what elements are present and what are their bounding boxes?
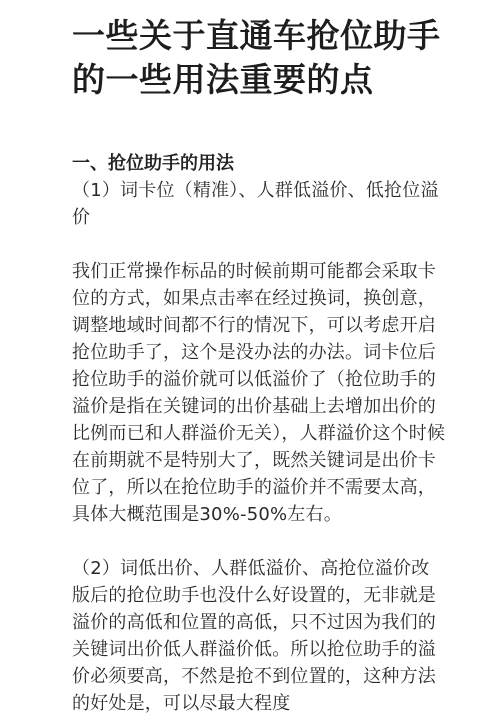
paragraph-spacer: [72, 528, 446, 555]
paragraph-spacer: [72, 231, 446, 258]
paragraph-2: （2）词低出价、人群低溢价、高抢位溢价改版后的抢位助手也没什么好设置的，无非就是溢价的高低和位置的高低，只不过因为我们的关键词出价低人群溢价低。所以抢位助手的溢价必须要高，不然是抢不到位置的，这种方法的好处是，可以尽最大程度: [72, 558, 436, 714]
article-title: 一些关于直通车抢位助手的一些用法重要的点: [72, 16, 441, 99]
paragraph-1: 我们正常操作标品的时候前期可能都会采取卡位的方式，如果点击率在经过换词，换创意，调整地域时间都不行的情况下，可以考虑开启抢位助手了，这个是没办法的办法。词卡位后抢位助手的溢价就可以低溢价了（抢位助手的溢价是指在关键词的出价基础上去增加出价的比例而已和人群溢价无关），人群溢价这个时候在前期就不是特别大了，既然关键词是出价卡位了，所以在抢位助手的溢价并不需要太高，具体大概范围是30%-50%左右。: [72, 261, 446, 525]
section-heading: 一、抢位助手的用法: [72, 153, 234, 174]
subsection-heading: （1）词卡位（精准）、人群低溢价、低抢位溢价: [72, 180, 439, 228]
